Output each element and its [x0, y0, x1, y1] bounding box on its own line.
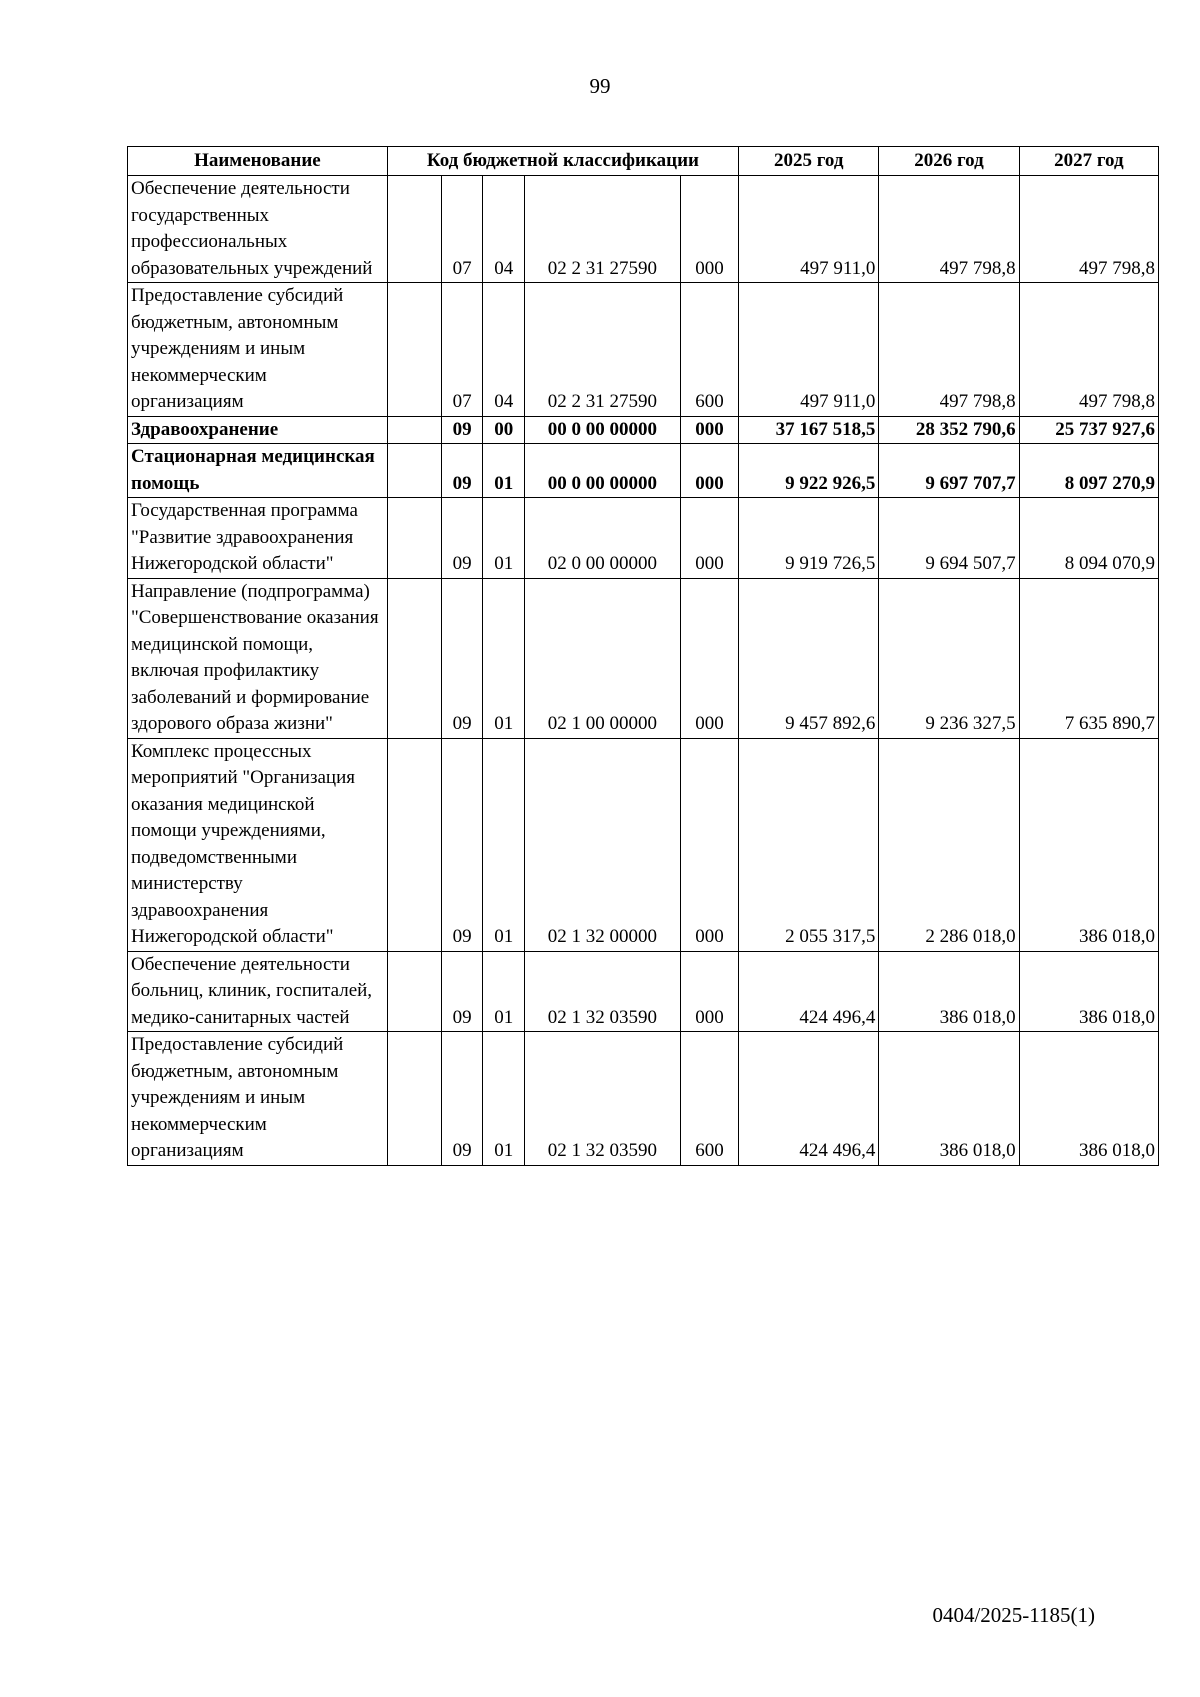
- cell-razdel: 09: [441, 1032, 483, 1166]
- cell-name: Государственная программа "Развитие здравоохранения Нижегородской области": [128, 498, 388, 579]
- cell-name: Обеспечение деятельности больниц, клиник, госпиталей, медико-санитарных частей: [128, 951, 388, 1032]
- cell-csr: 02 0 00 00000: [524, 498, 680, 579]
- cell-name: Предоставление субсидий бюджетным, автономным учреждениям и иным некоммерческим организациям: [128, 1032, 388, 1166]
- cell-csr: 02 1 00 00000: [524, 578, 680, 738]
- header-2026: 2026 год: [879, 147, 1019, 176]
- cell-csr: 02 2 31 27590: [524, 176, 680, 283]
- cell-2026: 386 018,0: [879, 1032, 1019, 1166]
- cell-gr: [387, 416, 441, 444]
- cell-gr: [387, 738, 441, 951]
- cell-name: Комплекс процессных мероприятий "Организация оказания медицинской помощи учреждениями, подведомственными министерству здравоохранения Нижегородской области": [128, 738, 388, 951]
- cell-vr: 000: [680, 738, 738, 951]
- cell-2027: 386 018,0: [1019, 951, 1158, 1032]
- cell-podrazdel: 00: [483, 416, 525, 444]
- table-row: [128, 1032, 1159, 1166]
- cell-name: Предоставление субсидий бюджетным, автономным учреждениям и иным некоммерческим организациям: [128, 283, 388, 417]
- table-row: [128, 578, 1159, 738]
- cell-gr: [387, 1032, 441, 1166]
- table-row: [128, 951, 1159, 1032]
- cell-2025: 424 496,4: [739, 1032, 879, 1166]
- table-row: [128, 283, 1159, 417]
- cell-podrazdel: 04: [483, 283, 525, 417]
- cell-2026: 386 018,0: [879, 951, 1019, 1032]
- cell-podrazdel: 01: [483, 738, 525, 951]
- cell-2027: 386 018,0: [1019, 738, 1158, 951]
- cell-gr: [387, 444, 441, 498]
- budget-table: [127, 146, 1159, 1166]
- cell-podrazdel: 04: [483, 176, 525, 283]
- cell-csr: 00 0 00 00000: [524, 416, 680, 444]
- cell-name: Здравоохранение: [128, 416, 388, 444]
- header-name: Наименование: [128, 147, 388, 176]
- cell-podrazdel: 01: [483, 498, 525, 579]
- cell-2025: 424 496,4: [739, 951, 879, 1032]
- cell-podrazdel: 01: [483, 578, 525, 738]
- cell-vr: 600: [680, 1032, 738, 1166]
- cell-2025: 9 457 892,6: [739, 578, 879, 738]
- cell-csr: 02 1 32 03590: [524, 951, 680, 1032]
- cell-podrazdel: 01: [483, 444, 525, 498]
- document-number: 0404/2025-1185(1): [932, 1603, 1095, 1627]
- cell-name: Обеспечение деятельности государственных профессиональных образовательных учреждений: [128, 176, 388, 283]
- cell-csr: 02 1 32 00000: [524, 738, 680, 951]
- cell-2026: 497 798,8: [879, 176, 1019, 283]
- cell-razdel: 07: [441, 283, 483, 417]
- cell-razdel: 09: [441, 738, 483, 951]
- cell-2025: 2 055 317,5: [739, 738, 879, 951]
- cell-2026: 9 697 707,7: [879, 444, 1019, 498]
- cell-2026: 9 694 507,7: [879, 498, 1019, 579]
- cell-2027: 7 635 890,7: [1019, 578, 1158, 738]
- cell-podrazdel: 01: [483, 1032, 525, 1166]
- cell-vr: 000: [680, 416, 738, 444]
- cell-gr: [387, 498, 441, 579]
- cell-razdel: 09: [441, 578, 483, 738]
- cell-name: Направление (подпрограмма) "Совершенствование оказания медицинской помощи, включая профилактику заболеваний и формирование здорового образа жизни": [128, 578, 388, 738]
- cell-vr: 000: [680, 578, 738, 738]
- cell-2025: 497 911,0: [739, 283, 879, 417]
- cell-vr: 000: [680, 444, 738, 498]
- table-row: [128, 416, 1159, 444]
- cell-podrazdel: 01: [483, 951, 525, 1032]
- cell-2027: 25 737 927,6: [1019, 416, 1158, 444]
- cell-vr: 000: [680, 176, 738, 283]
- cell-2026: 2 286 018,0: [879, 738, 1019, 951]
- cell-2025: 497 911,0: [739, 176, 879, 283]
- cell-2026: 497 798,8: [879, 283, 1019, 417]
- cell-csr: 00 0 00 00000: [524, 444, 680, 498]
- cell-razdel: 09: [441, 951, 483, 1032]
- table-row: [128, 176, 1159, 283]
- cell-gr: [387, 283, 441, 417]
- cell-razdel: 09: [441, 498, 483, 579]
- cell-razdel: 09: [441, 416, 483, 444]
- cell-2027: 8 097 270,9: [1019, 444, 1158, 498]
- cell-gr: [387, 176, 441, 283]
- cell-csr: 02 2 31 27590: [524, 283, 680, 417]
- cell-2026: 28 352 790,6: [879, 416, 1019, 444]
- header-2027: 2027 год: [1019, 147, 1158, 176]
- cell-2027: 497 798,8: [1019, 176, 1158, 283]
- cell-2025: 9 922 926,5: [739, 444, 879, 498]
- cell-vr: 600: [680, 283, 738, 417]
- cell-2027: 497 798,8: [1019, 283, 1158, 417]
- table-header-row: [128, 147, 1159, 176]
- table-row: [128, 444, 1159, 498]
- header-code: Код бюджетной классификации: [387, 147, 738, 176]
- cell-razdel: 09: [441, 444, 483, 498]
- cell-vr: 000: [680, 498, 738, 579]
- cell-2027: 386 018,0: [1019, 1032, 1158, 1166]
- table-body: [128, 176, 1159, 1166]
- cell-2026: 9 236 327,5: [879, 578, 1019, 738]
- cell-2027: 8 094 070,9: [1019, 498, 1158, 579]
- cell-csr: 02 1 32 03590: [524, 1032, 680, 1166]
- table-row: [128, 498, 1159, 579]
- page-number: 99: [589, 74, 611, 98]
- header-2025: 2025 год: [739, 147, 879, 176]
- table-row: [128, 738, 1159, 951]
- cell-name: Стационарная медицинская помощь: [128, 444, 388, 498]
- cell-razdel: 07: [441, 176, 483, 283]
- cell-vr: 000: [680, 951, 738, 1032]
- cell-2025: 9 919 726,5: [739, 498, 879, 579]
- cell-gr: [387, 951, 441, 1032]
- cell-2025: 37 167 518,5: [739, 416, 879, 444]
- cell-gr: [387, 578, 441, 738]
